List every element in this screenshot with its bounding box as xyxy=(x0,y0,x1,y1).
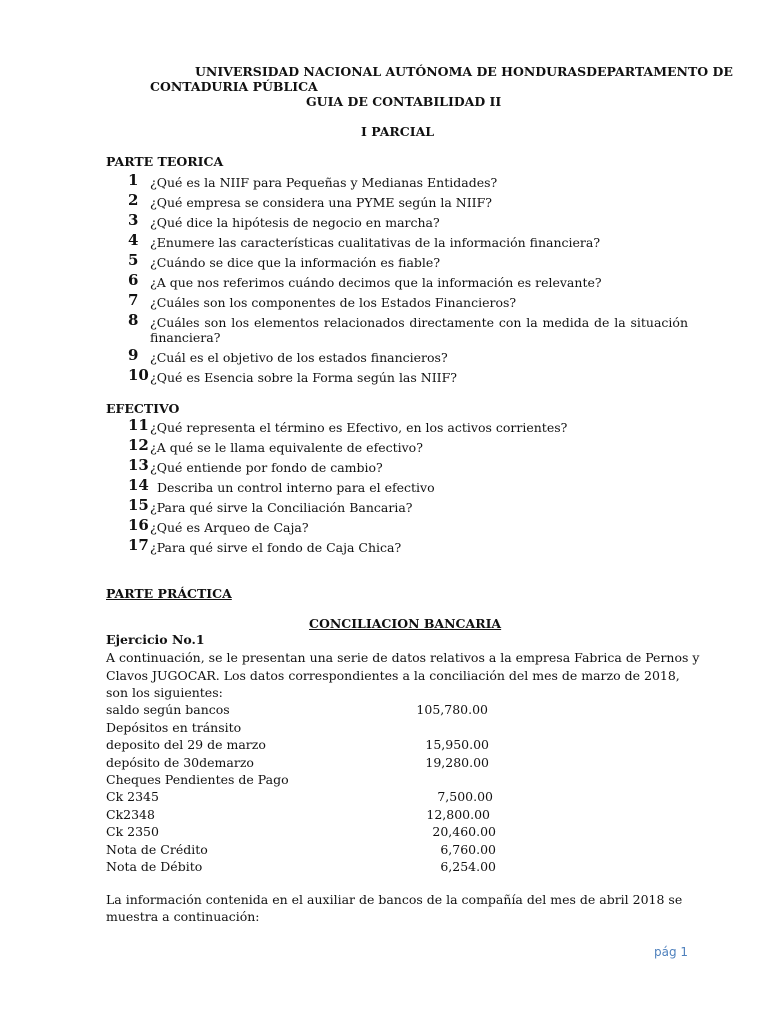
question-number: 6 xyxy=(128,271,139,289)
question-text: ¿Cuáles son los componentes de los Estados Financieros? xyxy=(150,295,517,310)
section-title-efectivo: EFECTIVO xyxy=(106,401,180,416)
intro-line: son los siguientes: xyxy=(106,685,223,700)
row-amount: 15,950.00 xyxy=(425,737,489,752)
row-amount: 20,460.00 xyxy=(432,824,496,839)
question-item xyxy=(128,516,688,535)
question-item xyxy=(128,536,688,555)
question-item xyxy=(128,476,688,495)
row-amount: 6,760.00 xyxy=(440,842,496,857)
row-label: Depósitos en tránsito xyxy=(106,720,242,735)
question-text: ¿A que nos referimos cuándo decimos que la información es relevante? xyxy=(150,275,602,290)
row-label: saldo según bancos xyxy=(106,702,230,717)
row-label: Nota de Crédito xyxy=(106,842,208,857)
question-text: ¿Qué representa el término es Efectivo, en los activos corrientes? xyxy=(150,420,568,435)
header-partial: I PARCIAL xyxy=(361,124,435,139)
section-subtitle-conciliacion: CONCILIACION BANCARIA xyxy=(309,616,502,631)
question-number: 7 xyxy=(128,291,139,309)
question-number: 16 xyxy=(128,516,149,534)
question-item xyxy=(128,496,688,515)
page-number: pág 1 xyxy=(654,945,689,959)
question-text: ¿Cuál es el objetivo de los estados financieros? xyxy=(150,350,448,365)
question-item xyxy=(128,456,688,475)
question-text: ¿Qué es Arqueo de Caja? xyxy=(150,520,309,535)
question-item xyxy=(128,366,688,385)
question-item xyxy=(128,311,688,345)
intro-line: A continuación, se le presentan una serie de datos relativos a la empresa Fabrica de Pernos y xyxy=(106,650,700,665)
header-university: UNIVERSIDAD NACIONAL AUTÓNOMA DE HONDURASDEPARTAMENTO DE xyxy=(195,64,733,79)
question-item xyxy=(128,211,688,230)
row-amount: 12,800.00 xyxy=(426,807,490,822)
question-item xyxy=(128,251,688,270)
question-text: ¿Qué es la NIIF para Pequeñas y Medianas Entidades? xyxy=(150,175,498,190)
closing-line: La información contenida en el auxiliar de bancos de la compañía del mes de abril 2018 se xyxy=(106,892,683,907)
question-item xyxy=(128,346,688,365)
question-text: ¿Qué entiende por fondo de cambio? xyxy=(150,460,383,475)
question-number: 1 xyxy=(128,171,139,189)
question-number: 8 xyxy=(128,311,139,329)
row-label: Ck 2350 xyxy=(106,824,159,839)
question-text: Describa un control interno para el efectivo xyxy=(157,480,435,495)
question-number: 10 xyxy=(128,366,149,384)
header-department: CONTADURIA PÚBLICA xyxy=(150,79,318,94)
row-amount: 19,280.00 xyxy=(425,755,489,770)
question-item xyxy=(128,171,688,190)
section-title-practica: PARTE PRÁCTICA xyxy=(106,586,232,601)
row-label: Cheques Pendientes de Pago xyxy=(106,772,289,787)
question-text: ¿Para qué sirve el fondo de Caja Chica? xyxy=(150,540,402,555)
question-text: ¿Qué es Esencia sobre la Forma según las NIIF? xyxy=(150,370,457,385)
question-item xyxy=(128,291,688,310)
question-number: 17 xyxy=(128,536,149,554)
section-title-teoria: PARTE TEORICA xyxy=(106,154,224,169)
row-label: Nota de Débito xyxy=(106,859,203,874)
question-number: 11 xyxy=(128,416,149,434)
question-number: 12 xyxy=(128,436,149,454)
question-text: ¿A qué se le llama equivalente de efectivo? xyxy=(150,440,423,455)
question-number: 4 xyxy=(128,231,139,249)
question-text: ¿Qué empresa se considera una PYME según la NIIF? xyxy=(150,195,492,210)
question-text: ¿Para qué sirve la Conciliación Bancaria? xyxy=(150,500,413,515)
question-number: 9 xyxy=(128,346,139,364)
question-text: ¿Cuáles son los elementos relacionados directamente con la medida de la situación financiera? xyxy=(150,315,688,345)
question-text: ¿Qué dice la hipótesis de negocio en marcha? xyxy=(150,215,440,230)
row-amount: 6,254.00 xyxy=(440,859,496,874)
intro-line: Clavos JUGOCAR. Los datos correspondientes a la conciliación del mes de marzo de 2018, xyxy=(106,668,680,683)
question-text: ¿Enumere las características cualitativas de la información financiera? xyxy=(150,235,601,250)
question-number: 5 xyxy=(128,251,139,269)
row-label: deposito del 29 de marzo xyxy=(106,737,266,752)
closing-line: muestra a continuación: xyxy=(106,909,260,924)
question-item xyxy=(128,231,688,250)
question-number: 3 xyxy=(128,211,139,229)
row-label: Ck2348 xyxy=(106,807,155,822)
row-amount: 105,780.00 xyxy=(416,702,488,717)
question-item xyxy=(128,436,688,455)
question-number: 13 xyxy=(128,456,149,474)
question-number: 2 xyxy=(128,191,139,209)
question-number: 15 xyxy=(128,496,149,514)
row-amount: 7,500.00 xyxy=(437,789,493,804)
row-label: Ck 2345 xyxy=(106,789,159,804)
question-item xyxy=(128,191,688,210)
question-item xyxy=(128,416,688,435)
question-item xyxy=(128,271,688,290)
header-course-title: GUIA DE CONTABILIDAD II xyxy=(306,94,502,109)
row-label: depósito de 30demarzo xyxy=(106,755,254,770)
question-number: 14 xyxy=(128,476,149,494)
exercise-title: Ejercicio No.1 xyxy=(106,632,205,647)
question-text: ¿Cuándo se dice que la información es fiable? xyxy=(150,255,441,270)
